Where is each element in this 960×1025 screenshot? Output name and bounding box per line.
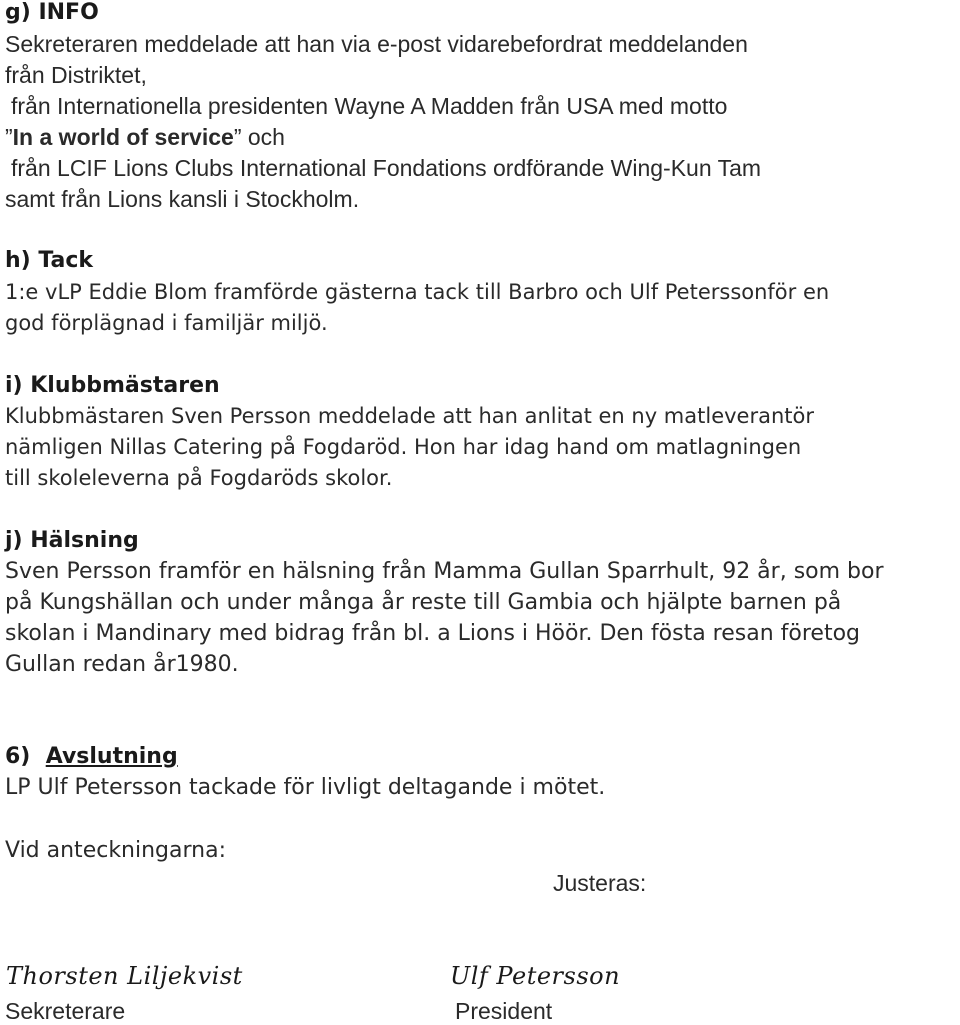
notes-label: Vid anteckningarna:	[5, 838, 226, 863]
president-title: President	[455, 998, 553, 1024]
section-g-line-3: från Internationella presidenten Wayne A Madden från USA med motto	[11, 93, 728, 119]
secretary-title: Sekreterare	[5, 998, 126, 1024]
section-j-line-3: skolan i Mandinary med bidrag från bl. a Lions i Höör. Den fösta resan företog	[5, 621, 860, 646]
section-g-line-1: Sekreteraren meddelade att han via e-post vidarebefordrat meddelanden	[5, 31, 748, 57]
section-6-title: Avslutning	[45, 744, 178, 769]
section-6-number: 6)	[5, 744, 31, 769]
section-g-heading: g) INFO	[5, 0, 99, 25]
section-g-line-5: från LCIF Lions Clubs International Fondations ordförande Wing-Kun Tam	[11, 155, 762, 181]
president-signature: Ulf Petersson	[450, 962, 621, 990]
section-h-heading: h) Tack	[5, 248, 94, 273]
section-g-line-4	[5, 124, 285, 151]
section-i-line-1: Klubbmästaren Sven Persson meddelade att han anlitat en ny matleverantör	[5, 404, 814, 428]
section-j-heading: j) Hälsning	[5, 528, 139, 553]
section-j-line-1: Sven Persson framför en hälsning från Mamma Gullan Sparrhult, 92 år, som bor	[5, 559, 884, 584]
section-6-heading	[5, 744, 178, 769]
section-h-line-1: 1:e vLP Eddie Blom framförde gästerna tack till Barbro och Ulf Peterssonför en	[5, 280, 830, 304]
motto-after: ” och	[233, 124, 285, 150]
section-i-line-2: nämligen Nillas Catering på Fogdaröd. Hon har idag hand om matlagningen	[5, 435, 802, 459]
secretary-signature: Thorsten Liljekvist	[6, 962, 243, 990]
section-6-line-1: LP Ulf Petersson tackade för livligt deltagande i mötet.	[5, 775, 606, 800]
section-i-heading: i) Klubbmästaren	[5, 373, 220, 398]
section-g-line-6: samt från Lions kansli i Stockholm.	[5, 186, 360, 212]
section-j-line-2: på Kungshällan och under många år reste till Gambia och hjälpte barnen på	[5, 590, 842, 615]
motto: In a world of service	[12, 124, 234, 150]
section-i-line-3: till skoleleverna på Fogdaröds skolor.	[5, 466, 393, 490]
quote-open: ”	[5, 124, 13, 150]
approved-label: Justeras:	[553, 870, 647, 896]
section-h-line-2: god förplägnad i familjär miljö.	[5, 311, 328, 335]
section-j-line-4: Gullan redan år1980.	[5, 652, 239, 677]
section-g-line-2: från Distriktet,	[5, 62, 147, 88]
